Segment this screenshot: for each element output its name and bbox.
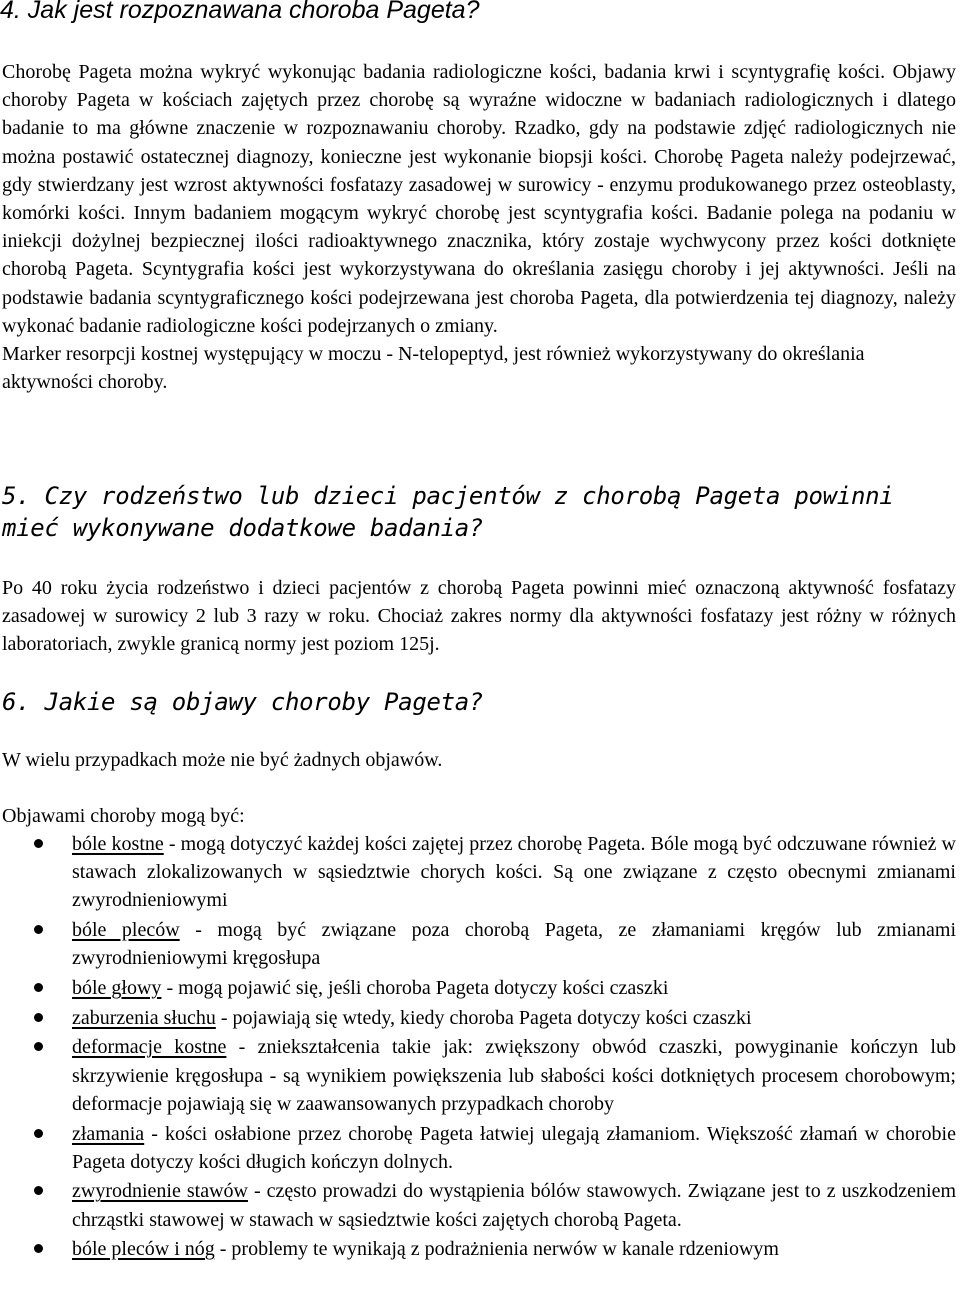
section-6-heading: 6. Jakie są objawy choroby Pageta? <box>2 688 484 716</box>
bullet-icon <box>34 1042 43 1051</box>
section-6-list-intro: Objawami choroby mogą być: <box>2 805 245 827</box>
list-item <box>0 1033 956 1118</box>
section-4-paragraph-marker: Marker resorpcji kostnej występujący w moczu - N-telopeptyd, jest również wykorzystywany do określania aktywności choroby. <box>2 343 865 394</box>
symptom-term: złamania <box>72 1122 145 1145</box>
symptom-term: bóle pleców <box>72 919 180 942</box>
symptom-description: - często prowadzi do wystąpienia bólów stawowych. Związane jest to z uszkodzeniem chrząstki stawowej w stawach w sąsiedztwie kości zajętych chorobą Pageta. <box>72 1180 957 1231</box>
symptom-description: - mogą dotyczyć każdej kości zajętej przez chorobę Pageta. Bóle mogą być odczuwane również w stawach zlokalizowanych w sąsiedztwie chorych kości. Są one związane z często obecnymi zmianami zwyrodnieniowymi <box>72 833 956 912</box>
symptom-description: - mogą być związane poza chorobą Pageta, ze złamaniami kręgów lub zmianami zwyrodnieniowymi kręgosłupa <box>72 919 957 970</box>
list-item <box>0 1004 956 1032</box>
symptom-term: bóle pleców i nóg <box>72 1238 215 1261</box>
list-item <box>0 1120 956 1176</box>
bullet-icon <box>34 1186 43 1195</box>
symptom-description: - kości osłabione przez chorobę Pageta łatwiej ulegają złamaniom. Większość złamań w chorobie Pageta dotyczy kości długich kończyn dolnych. <box>72 1122 956 1173</box>
bullet-icon <box>34 839 43 848</box>
list-item <box>0 1235 956 1263</box>
bullet-icon <box>34 1244 43 1253</box>
section-5-heading: 5. Czy rodzeństwo lub dzieci pacjentów z chorobą Pageta powinni mieć wykonywane dodatkowe badania? <box>2 482 894 542</box>
list-item <box>0 916 956 972</box>
section-6-intro: W wielu przypadkach może nie być żadnych objawów. <box>2 749 443 771</box>
list-item <box>0 974 956 1002</box>
symptom-term: bóle głowy <box>72 977 162 1000</box>
symptom-term: zaburzenia słuchu <box>72 1006 216 1029</box>
symptom-description: - problemy te wynikają z podrażnienia nerwów w kanale rdzeniowym <box>214 1238 779 1261</box>
symptom-term: deformacje kostne <box>72 1036 227 1059</box>
symptom-description: - mogą pojawić się, jeśli choroba Pageta dotyczy kości czaszki <box>161 977 669 1000</box>
symptom-description: - zniekształcenia takie jak: zwiększony obwód czaszki, powyginanie kończyn lub skrzywienie kręgosłupa - są wynikiem powiększenia lub słabości kości dotkniętych procesem chorobowym; deformacje pojawiają się w zaawansowanych przypadkach choroby <box>72 1036 956 1115</box>
bullet-icon <box>34 983 43 992</box>
list-item <box>0 830 956 915</box>
list-item <box>0 1177 956 1233</box>
symptom-term: bóle kostne <box>72 833 164 855</box>
section-4-heading: 4. Jak jest rozpoznawana choroba Pageta? <box>0 0 480 24</box>
symptom-term: zwyrodnienie stawów <box>72 1180 248 1203</box>
bullet-icon <box>34 1013 43 1022</box>
bullet-icon <box>34 1129 43 1138</box>
section-4-paragraph: Chorobę Pageta można wykryć wykonując badania radiologiczne kości, badania krwi i scyntygrafię kości. Objawy choroby Pageta w kościach zajętych przez chorobę są wyraźne widoczne w badaniach radiologicznych i dlatego badanie to ma główne znaczenie w rozpoznawaniu choroby. Rzadko, gdy na podstawie zdjęć radiologicznych nie można postawić ostatecznej diagnozy, konieczne jest wykonanie biopsji kości. Chorobę Pageta należy podejrzewać, gdy stwierdzany jest wzrost aktywności fosfatazy zasadowej w surowicy - enzymu produkowanego przez osteoblasty, komórki kości. Innym badaniem mogącym wykryć chorobę jest scyntygrafia kości. Badanie polega na podaniu w iniekcji dożylnej bezpiecznej ilości radioaktywnego znacznika, który zostaje wychwycony przez kości dotknięte chorobą Pageta. Scyntygrafia kości jest wykorzystywana do określania zasięgu choroby i jej aktywności. Jeśli na podstawie badania scyntygraficznego kości podejrzewana jest choroba Pageta, dla potwierdzenia tej diagnozy, należy wykonać badanie radiologiczne kości podejrzanych o zmiany. <box>2 61 956 337</box>
section-5-paragraph: Po 40 roku życia rodzeństwo i dzieci pacjentów z chorobą Pageta powinni mieć oznaczoną aktywność fosfatazy zasadowej w surowicy 2 lub 3 razy w roku. Chociaż zakres normy dla aktywności fosfatazy jest różny w różnych laboratoriach, zwykle granicą normy jest poziom 125j. <box>2 577 956 656</box>
bullet-icon <box>34 925 43 934</box>
section-4-body <box>2 58 956 396</box>
symptoms-list <box>0 830 956 1265</box>
symptom-description: - pojawiają się wtedy, kiedy choroba Pageta dotyczy kości czaszki <box>215 1006 752 1029</box>
